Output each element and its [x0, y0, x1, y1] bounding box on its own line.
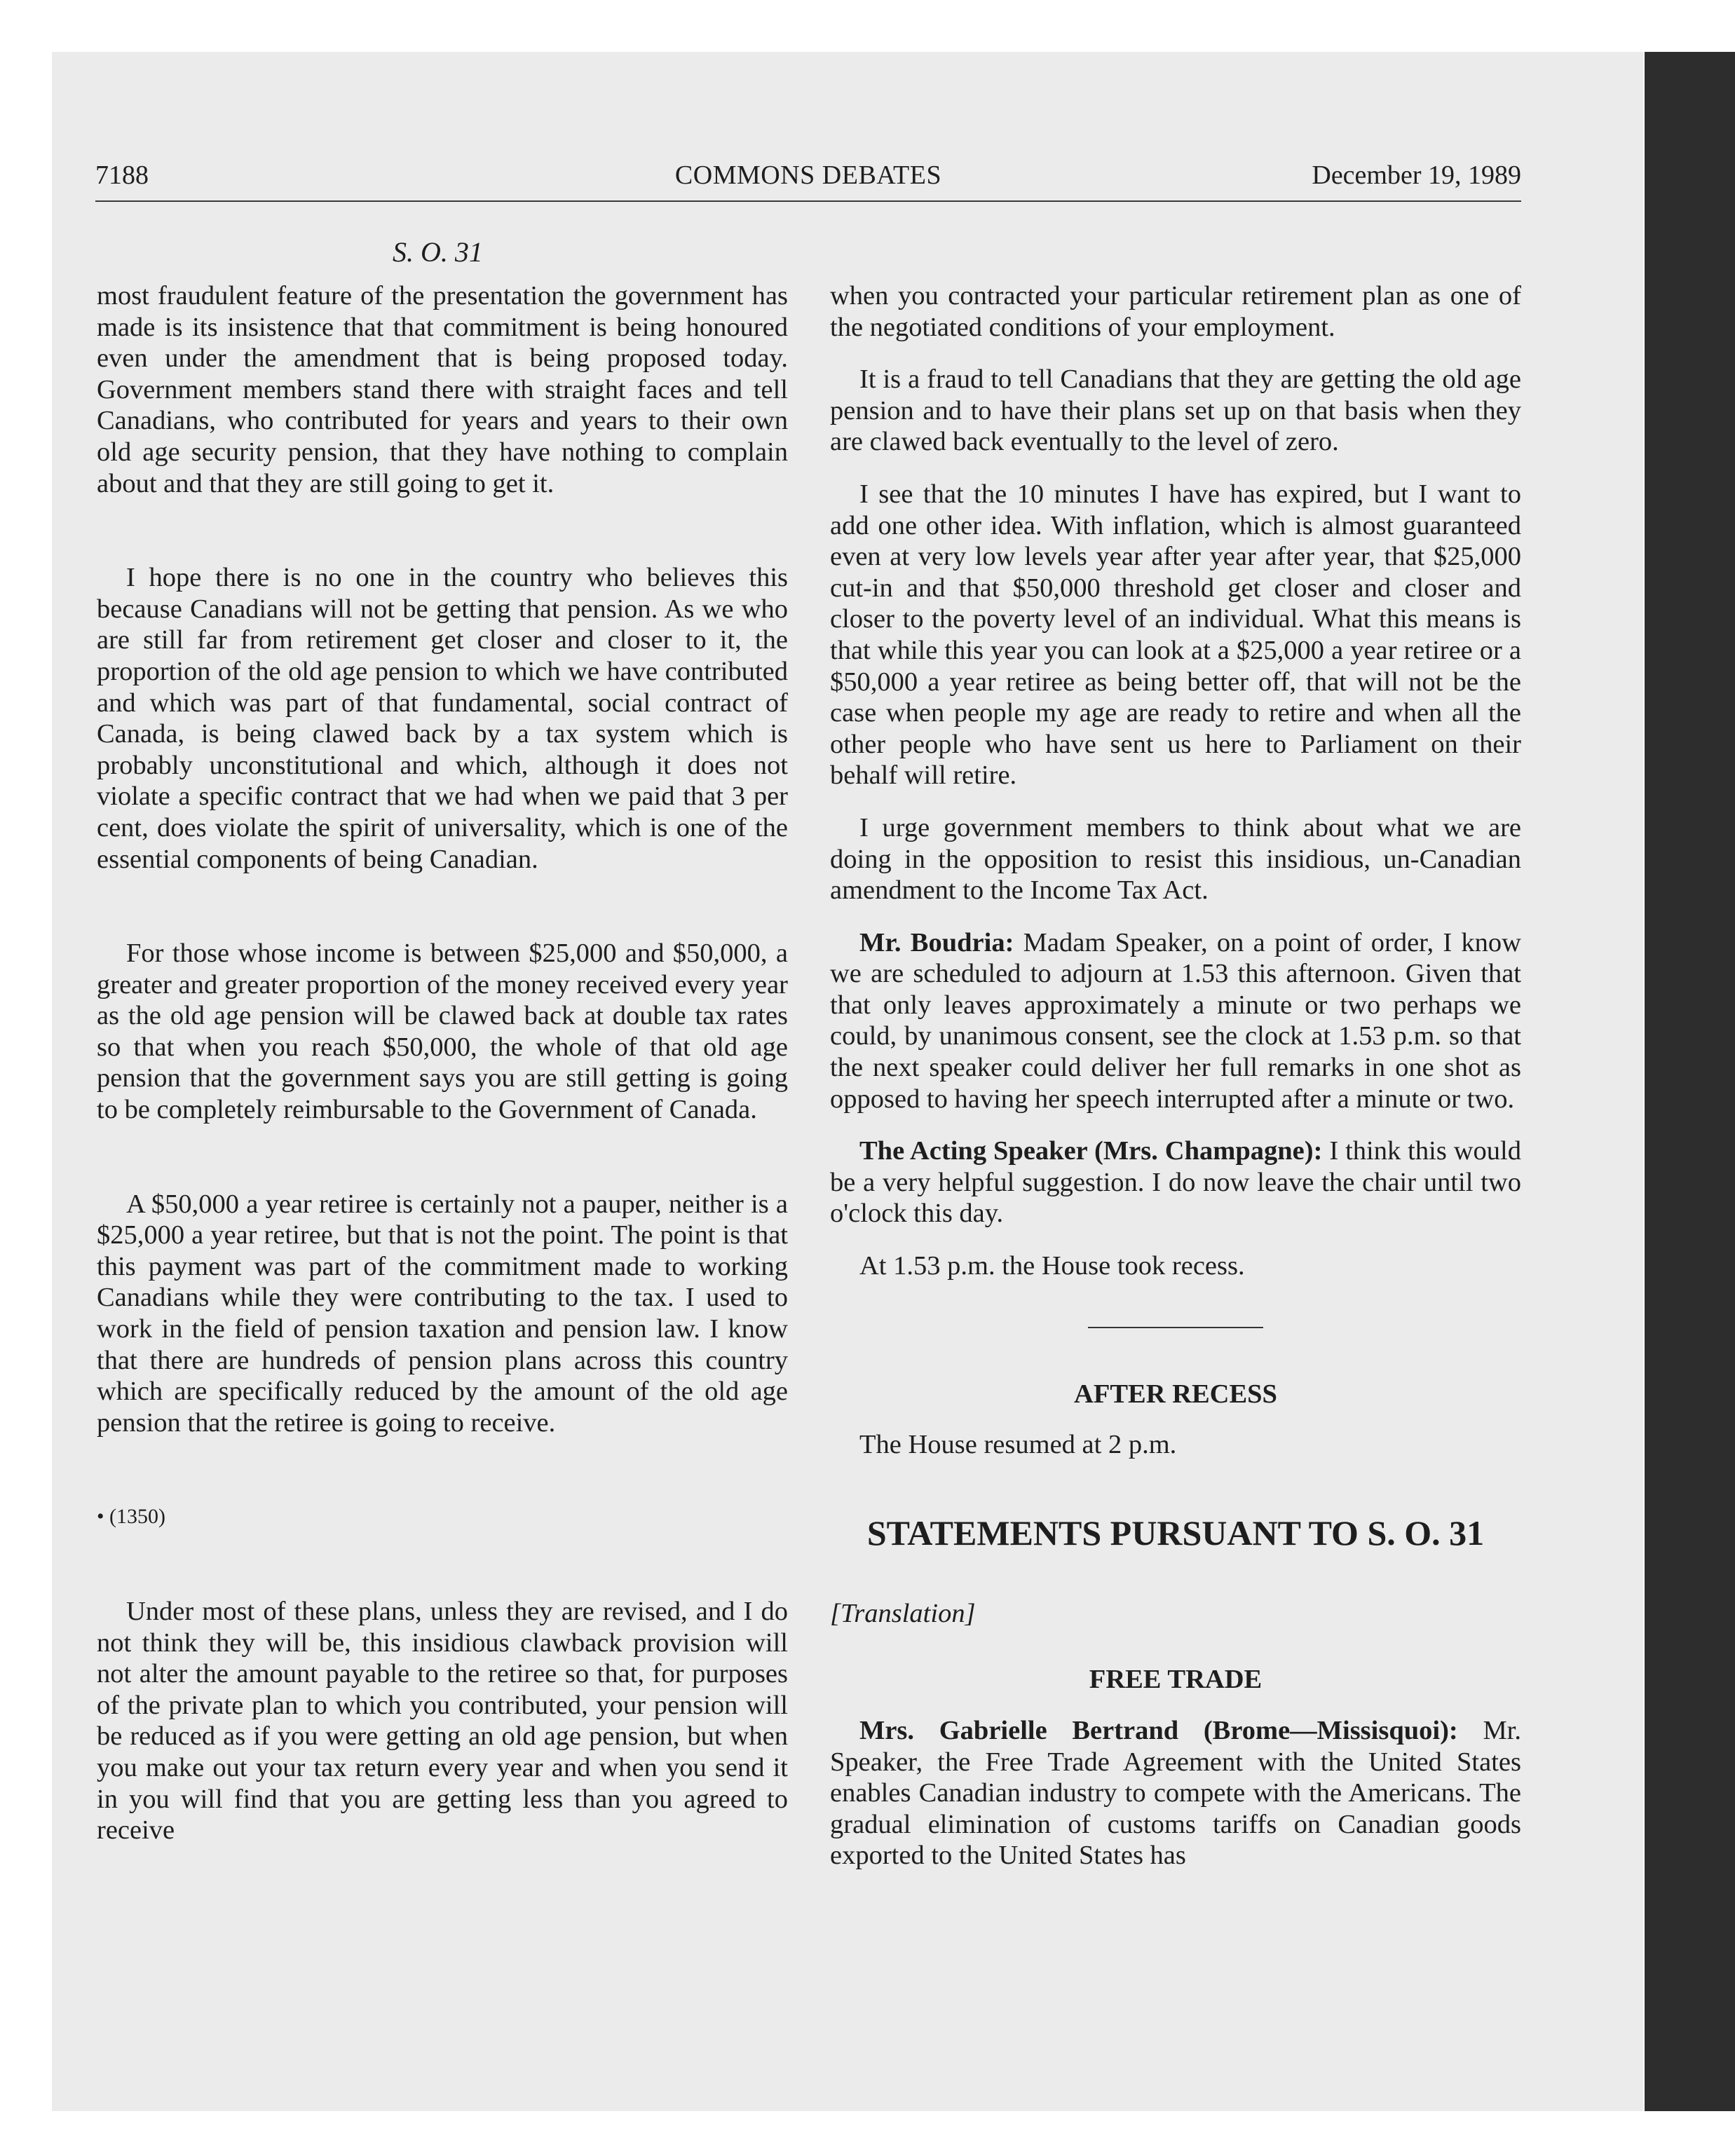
major-heading: STATEMENTS PURSUANT TO S. O. 31: [866, 1513, 1485, 1553]
paragraph: I see that the 10 minutes I have has expired, but I want to add one other idea. With inflation, which is almost guaranteed even at very low levels year after year after year, that $25,000 cut-in and that $50,000 threshold get closer and closer and closer to the poverty level of an individual. What this means is that while this year you can look at a $25,000 a year retiree or a $50,000 a year retiree as being better off, that will not be the case when people my age are ready to retire and when all the other people who have sent us here to Parliament on their behalf will retire.: [830, 479, 1521, 791]
speech-text: I think this would be a very helpful suggestion. I do now leave the chair until two o'clock this day.: [830, 1136, 1521, 1229]
paragraph: [830, 1715, 1521, 1871]
scan-edge-strip: [1645, 52, 1735, 2111]
paragraph: I hope there is no one in the country who believes this because Canadians will not be getting that pension. As we who are still far from retirement get closer and closer to it, the proportion of the old age pension to which we have contributed and which was part of that fundamental, social contract of Canada, is being clawed back by a tax system which is probably unconstitutional and which, although it does not violate a specific contract that we had when we paid that 3 per cent, does violate the spirit of universality, which is one of the essential components of being Canadian.: [97, 563, 788, 874]
section-heading: AFTER RECESS: [1074, 1379, 1277, 1409]
section-heading: FREE TRADE: [1089, 1665, 1263, 1695]
time-marker: • (1350): [97, 1505, 165, 1529]
page-number: 7188: [95, 161, 149, 190]
page-date: December 19, 1989: [1312, 161, 1521, 190]
paragraph: For those whose income is between $25,000 and $50,000, a greater and greater proportion of the money received every year as the old age pension will be clawed back at double tax rates so that when you reach $50,000, the whole of that old age pension that the government says you are still getting is going to be completely reimbursable to the Government of Canada.: [97, 939, 788, 1125]
speaker-name: The Acting Speaker (Mrs. Champagne):: [859, 1136, 1323, 1166]
paragraph: It is a fraud to tell Canadians that they are getting the old age pension and to have their plans set up on that basis when they are clawed back eventually to the level of zero.: [830, 364, 1521, 457]
section-label: S. O. 31: [393, 236, 483, 268]
paragraph: [830, 927, 1521, 1115]
paragraph: At 1.53 p.m. the House took recess.: [859, 1251, 1245, 1281]
header-rule: [95, 200, 1521, 202]
page-header: [95, 160, 1521, 202]
paragraph: A $50,000 a year retiree is certainly not a pauper, neither is a $25,000 a year retiree, but that is not the point. The point is that this payment was part of the commitment made to working Canadians while they were contributing to the tax. I used to work in the field of pension taxation and pension law. I know that there are hundreds of pension plans across this country which are specifically reduced by the amount of the old age pension that the retiree is going to receive.: [97, 1189, 788, 1438]
paragraph: Under most of these plans, unless they are revised, and I do not think they will be, this insidious clawback provision will not alter the amount payable to the retiree so that, for purposes of the private plan to which you contributed, your pension will be reduced as if you were getting an old age pension, but when you make out your tax return every year and when you send it in you will find that you are getting less than you agreed to receive: [97, 1597, 788, 1845]
section-divider: [1088, 1327, 1263, 1328]
speaker-name: Mr. Boudria:: [859, 927, 1014, 957]
paragraph: [830, 1135, 1521, 1229]
translation-note: [Translation]: [830, 1598, 976, 1628]
paragraph: when you contracted your particular retirement plan as one of the negotiated conditions of your employment.: [830, 281, 1521, 342]
speaker-name: Mrs. Gabrielle Bertrand (Brome—Missisquoi):: [859, 1716, 1458, 1745]
paragraph: The House resumed at 2 p.m.: [859, 1430, 1177, 1460]
speech-text: Madam Speaker, on a point of order, I know we are scheduled to adjourn at 1.53 this afternoon. Given that that only leaves approximately a minute or two perhaps we could, by unanimous consent, see the clock at 1.53 p.m. so that the next speaker could deliver her full remarks in one shot as opposed to having her speech interrupted after a minute or two.: [830, 927, 1521, 1114]
paragraph: most fraudulent feature of the presentation the government has made is its insistence that that commitment is being honoured even under the amendment that is being proposed today. Government members stand there with straight faces and tell Canadians, who contributed for years and years to their own old age security pension, that they have nothing to complain about and that they are still going to get it.: [97, 281, 788, 498]
left-column: [97, 280, 788, 1846]
right-column: [830, 280, 1521, 1892]
paragraph: I urge government members to think about what we are doing in the opposition to resist this insidious, un-Canadian amendment to the Income Tax Act.: [830, 812, 1521, 906]
publication-title: COMMONS DEBATES: [674, 161, 942, 190]
speech-text: Mr. Speaker, the Free Trade Agreement with the United States enables Canadian industry to compete with the Americans. The gradual elimination of customs tariffs on Canadian goods exported to the United States has: [830, 1716, 1521, 1871]
